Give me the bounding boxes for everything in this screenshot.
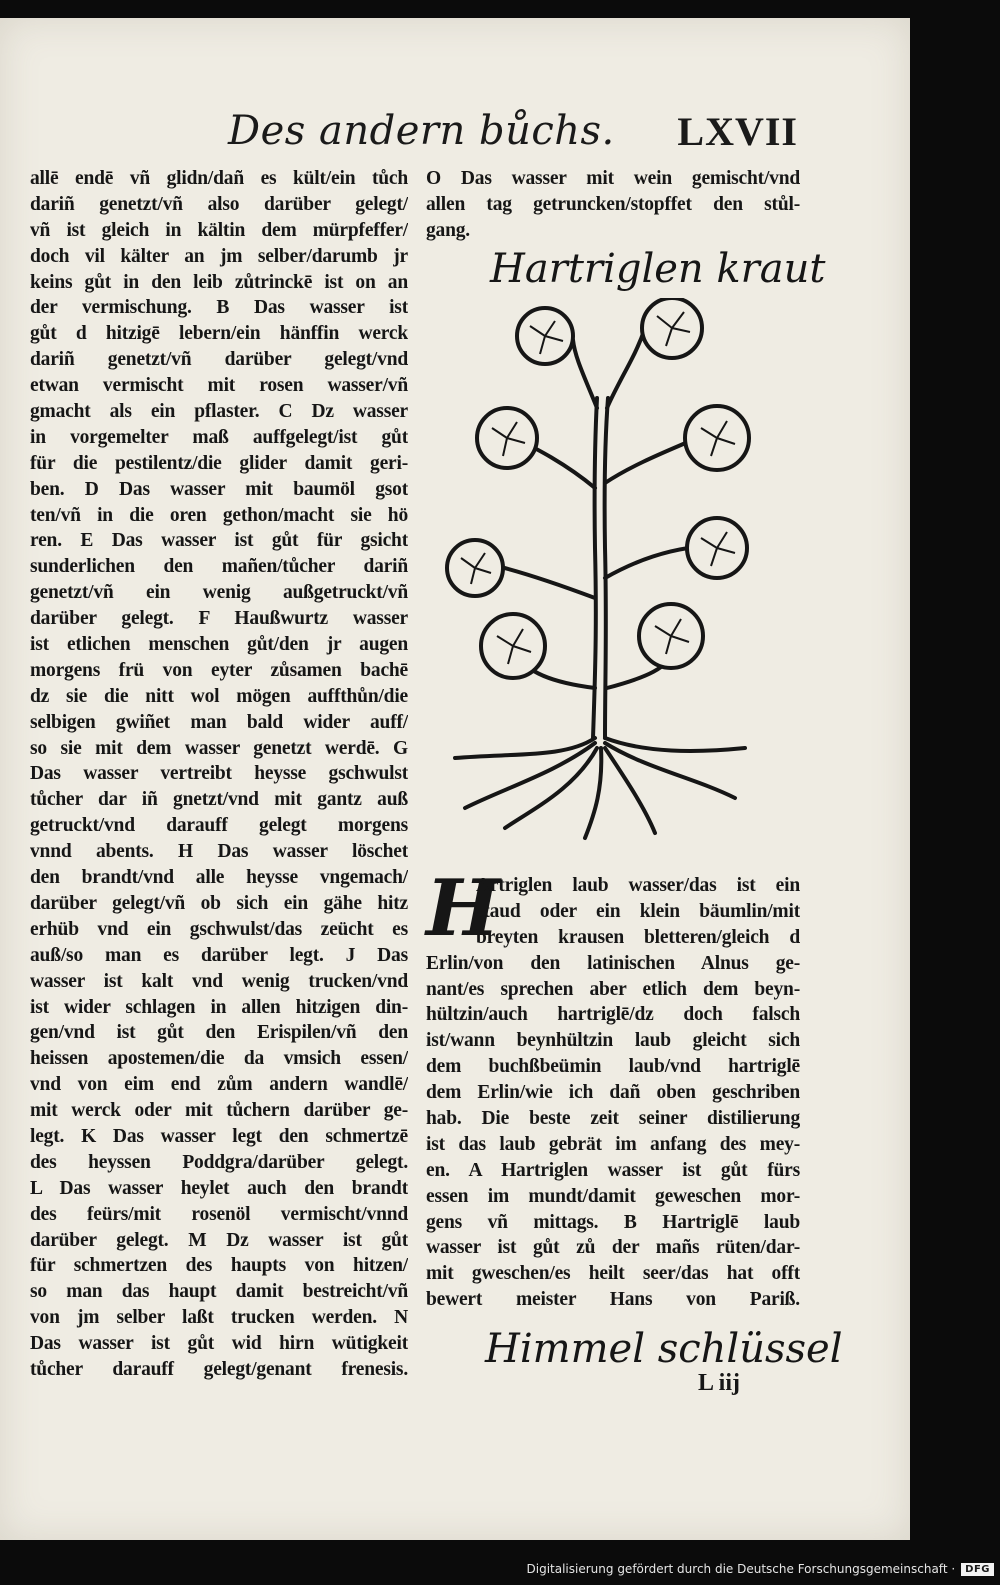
text-line: in vorgemelter maß auffgelegt/ist gůt — [30, 426, 408, 448]
text-line: tůcher dar iñ gnetzt/vnd mit gantz auß — [30, 789, 408, 811]
text-line: Artriglen laub wasser/das ist ein — [476, 875, 800, 896]
text-line: bewert meister Hans von Pariß. — [426, 1289, 800, 1311]
footer — [527, 1559, 994, 1579]
text-line: dariñ genetzt/vñ also darüber gelegt/ — [30, 193, 408, 215]
text-line: gůt d hitzigē lebern/ein hänffin werck — [30, 323, 408, 345]
text-line: wasser ist kalt vnd wenig trucken/vnd — [30, 970, 408, 992]
text-line: getruckt/vnd darauff gelegt morgens — [30, 815, 408, 837]
decorated-initial: H — [426, 863, 500, 954]
page-header — [0, 108, 910, 158]
text-line: en. A Hartriglen wasser ist gůt fürs — [426, 1159, 800, 1181]
text-line: breyten krausen bletteren/gleich d — [476, 926, 800, 948]
running-head: Des andern bůchs. — [228, 108, 615, 154]
text-line: legt. K Das wasser legt den schmertzē — [30, 1125, 408, 1147]
text-line: ben. D Das wasser mit baumöl gsot — [30, 478, 408, 500]
text-line: dem Erlin/wie ich dañ oben geschriben — [426, 1082, 800, 1104]
text-line: sunderlichen den mañen/tůcher dariñ — [30, 556, 408, 578]
text-line: wasser ist gůt zů der mañs rüten/dar- — [426, 1237, 800, 1259]
text-line: gens vñ mittags. B Hartriglē laub — [426, 1211, 800, 1233]
text-line: ten/vñ in die oren gethon/macht sie hö — [30, 504, 408, 526]
text-line: ist das laub gebrät im anfang des mey- — [426, 1133, 800, 1155]
text-line: etwan vermischt mit rosen wasser/vñ — [30, 375, 408, 397]
text-line: auß/so man es darüber legt. J Das — [30, 944, 408, 966]
text-line: L Das wasser heylet auch den brandt — [30, 1177, 408, 1199]
folio-number: LXVII — [677, 109, 798, 154]
text-line: heissen apostemen/die da vmsich essen/ — [30, 1048, 408, 1070]
text-line: genetzt/vñ ein wenig außgetruckt/vñ — [30, 582, 408, 604]
text-line: der vermischung. B Das wasser ist — [30, 297, 408, 319]
text-line: vñ ist gleich in kältin dem mürpfeffer/ — [30, 219, 408, 241]
left-text-column — [30, 166, 408, 1383]
text-line: so sie mit dem wasser genetzt werdē. G — [30, 737, 408, 759]
text-line: gang. — [426, 219, 470, 241]
text-line: ist etlichen menschen gůt/den jr augen — [30, 634, 408, 656]
text-line: des heyssen Poddgra/darüber gelegt. — [30, 1151, 408, 1173]
text-line: nant/es sprechen aber etlich dem beyn- — [426, 978, 800, 1000]
text-line: hültzin/auch hartriglē/dz doch falsch — [426, 1004, 800, 1026]
text-line: gmacht als ein pflaster. C Dz wasser — [30, 401, 408, 423]
text-line: allē endē vñ glidn/dañ es kült/ein tůch — [30, 168, 408, 189]
text-line: vnnd abents. H Das wasser löschet — [30, 841, 408, 863]
text-line: allen tag getruncken/stopffet den stůl- — [426, 193, 800, 215]
text-line: darüber gelegt. M Dz wasser ist gůt — [30, 1229, 408, 1251]
text-line: dem buchßbeümin laub/vnd hartriglē — [426, 1056, 800, 1078]
text-line: O Das wasser mit wein gemischt/vnd — [426, 168, 800, 189]
text-line: erhüb vnd ein gschwulst/das zeücht es — [30, 918, 408, 940]
text-line: darüber gelegt. F Haußwurtz wasser — [30, 608, 408, 630]
text-line: tůcher darauff gelegt/genant frenesis. — [30, 1358, 408, 1380]
dfg-logo: DFG — [961, 1563, 994, 1576]
text-line: doch vil kälter an jm selber/darumb jr — [30, 245, 408, 267]
text-line: dz sie die nitt wol mögen auffthůn/die — [30, 685, 408, 707]
text-line: Das wasser ist gůt wid hirn wütigkeit — [30, 1333, 408, 1355]
signature-mark: L iij — [698, 1370, 741, 1396]
footer-text: Digitalisierung gefördert durch die Deutsche Forschungsgemeinschaft · — [526, 1562, 956, 1576]
right-text-column-top — [426, 166, 800, 244]
right-text-section — [426, 873, 800, 1313]
text-line: Das wasser vertreibt heysse gschwulst — [30, 763, 408, 785]
text-line: für schmertzen des haupts von hitzen/ — [30, 1255, 408, 1277]
text-line: vnd von eim end zům andern wandlē/ — [30, 1074, 408, 1096]
text-line: Erlin/von den latinischen Alnus ge- — [426, 952, 800, 974]
text-line: essen im mundt/damit geweschen mor- — [426, 1185, 800, 1207]
text-line: keins gůt in den leib zůtrinckē ist on an — [30, 271, 408, 293]
text-line: hab. Die beste zeit seiner distilierung — [426, 1108, 800, 1130]
text-line: selbigen gwiñet man bald wider auff/ — [30, 711, 408, 733]
text-line: dariñ genetzt/vñ darüber gelegt/vnd — [30, 349, 408, 371]
text-line: des feürs/mit rosenöl vermischt/vnnd — [30, 1203, 408, 1225]
text-line: für die pestilentz/die glider damit geri- — [30, 452, 408, 474]
text-line: gen/vnd ist gůt den Erispilen/vñ den — [30, 1022, 408, 1044]
text-line: ren. E Das wasser ist gůt für gsicht — [30, 530, 408, 552]
text-line: morgens frü von eyter zůsamen bachē — [30, 659, 408, 681]
text-line: mit gweschen/es heilt seer/das hat offt — [426, 1263, 800, 1285]
text-line: so man das haupt damit bestreicht/vñ — [30, 1281, 408, 1303]
book-page — [0, 18, 910, 1540]
text-line: darüber gelegt/vñ ob sich ein gähe hitz — [30, 892, 408, 914]
text-line: ist wider schlagen in allen hitzigen din- — [30, 996, 408, 1018]
woodcut-plant-illustration — [445, 298, 755, 848]
text-line: mit werck oder mit tůchern darüber ge- — [30, 1100, 408, 1122]
text-line: staud oder ein klein bäumlin/mit — [476, 900, 800, 922]
next-heading: Himmel schlüssel — [485, 1326, 843, 1372]
plant-heading: Hartriglen kraut — [490, 246, 826, 292]
text-line: ist/wann beynhültzin laub gleicht sich — [426, 1030, 800, 1052]
text-line: von jm selber laßt trucken werden. N — [30, 1307, 408, 1329]
text-line: den brandt/vnd alle heysse vngemach/ — [30, 867, 408, 889]
